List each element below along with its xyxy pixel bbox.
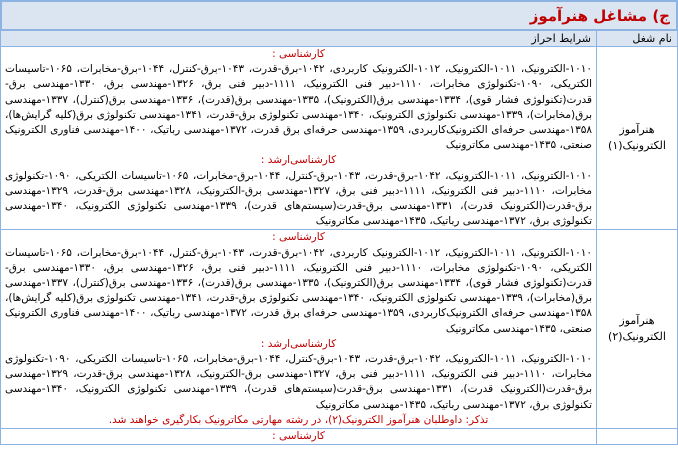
- bachelor-label: کارشناسی :: [272, 231, 325, 244]
- bachelor-majors: ۱۰۱۰-الکترونیک، ۱۰۱۱-الکترونیک، ۱۰۱۲-الکترونیک کاربردی، ۱۰۴۲-برق-قدرت، ۱۰۴۳-برق-کنترل، ۱۰۴۴-برق-مخابرات، ۱۰۶۵-تاسیسات الکتریکی، ۱۰۹۰-تکنولوژی مخابرات، ۱۱۱۰-دبیر فنی الکترونیک، ۱۱۱۱-دبیر فنی برق، ۱۳۲۶-مهندسی برق، ۱۳۳۰-مهندسی برق-قدرت(تکنولوژی فشار قوی)، ۱۳۳۴-مهندسی برق(الکترونیک)، ۱۳۳۵-مهندسی برق(قدرت)، ۱۳۳۶-مهندسی برق(کنترل)، ۱۳۳۷-مهندسی برق(مخابرات)، ۱۳۳۹-مهندسی تکنولوژی الکترونیک، ۱۳۴۰-مهندسی تکنولوژی برق-قدرت، ۱۳۴۱-مهندسی تکنولوژی برق(کلیه گرایش‌ها)، ۱۳۵۸-مهندسی حرفه‌ای الکترونیک‌کاربردی، ۱۳۵۹-مهندسی حرفه‌ای برق قدرت، ۱۳۷۲-مهندسی رباتیک، ۱۴۰۰-مهندسی فناوری الکترونیک صنعتی، ۱۴۳۵-مهندسی مکاترونیک: [5, 63, 593, 152]
- bachelor-label: کارشناسی :: [272, 48, 325, 60]
- table-row: [1, 429, 678, 445]
- requirements-cell: [1, 429, 597, 445]
- table-row: [1, 47, 678, 230]
- header-requirements: شرایط احراز: [1, 31, 597, 47]
- master-label: کارشناسی‌ارشد :: [260, 337, 337, 350]
- section-title: ج) مشاغل هنرآموز: [0, 0, 678, 30]
- note-text: تذکر: داوطلبان هنرآموز الکترونیک(۲)، در رشته مهارتی مکاترونیک بکارگیری خواهند شد.: [108, 413, 489, 426]
- job-name-cell: [597, 429, 678, 445]
- master-majors: ۱۰۱۰-الکترونیک، ۱۰۱۱-الکترونیک، ۱۰۴۲-برق-قدرت، ۱۰۴۳-برق-کنترل، ۱۰۴۴-برق-مخابرات، ۱۰۶۵-تاسیسات الکتریکی، ۱۰۹۰-تکنولوژی مخابرات، ۱۱۱۰-دبیر فنی الکترونیک، ۱۱۱۱-دبیر فنی برق، ۱۳۲۷-مهندسی برق-الکترونیک، ۱۳۲۸-مهندسی برق-قدرت، ۱۳۲۹-مهندسی برق-قدرت(الکترونیک قدرت)، ۱۳۳۱-مهندسی برق-قدرت(سیستم‌های قدرت)، ۱۳۳۹-مهندسی تکنولوژی الکترونیک، ۱۳۴۰-مهندسی تکنولوژی برق، ۱۳۷۲-مهندسی رباتیک، ۱۴۳۵-مهندسی مکاترونیک: [5, 353, 593, 411]
- master-label: کارشناسی‌ارشد :: [260, 154, 337, 167]
- job-name-cell: هنرآموز الکترونیک(۲): [597, 230, 678, 429]
- jobs-table: [0, 30, 678, 445]
- requirements-cell: [1, 47, 597, 230]
- requirements-cell: [1, 230, 597, 429]
- header-job-name: نام شغل: [597, 31, 678, 47]
- bachelor-majors: ۱۰۱۰-الکترونیک، ۱۰۱۱-الکترونیک، ۱۰۱۲-الکترونیک کاربردی، ۱۰۴۲-برق-قدرت، ۱۰۴۳-برق-کنترل، ۱۰۴۴-برق-مخابرات، ۱۰۶۵-تاسیسات الکتریکی، ۱۰۹۰-تکنولوژی مخابرات، ۱۱۱۰-دبیر فنی الکترونیک، ۱۱۱۱-دبیر فنی برق، ۱۳۲۶-مهندسی برق، ۱۳۳۰-مهندسی برق-قدرت(تکنولوژی فشار قوی)، ۱۳۳۴-مهندسی برق(الکترونیک)، ۱۳۳۵-مهندسی برق(قدرت)، ۱۳۳۶-مهندسی برق(کنترل)، ۱۳۳۷-مهندسی برق(مخابرات)، ۱۳۳۹-مهندسی تکنولوژی الکترونیک، ۱۳۴۰-مهندسی تکنولوژی برق-قدرت، ۱۳۴۱-مهندسی تکنولوژی برق(کلیه گرایش‌ها)، ۱۳۵۸-مهندسی حرفه‌ای الکترونیک‌کاربردی، ۱۳۵۹-مهندسی حرفه‌ای برق قدرت، ۱۳۷۲-مهندسی رباتیک، ۱۴۰۰-مهندسی فناوری الکترونیک صنعتی، ۱۴۳۵-مهندسی مکاترونیک: [5, 246, 593, 335]
- table-row: [1, 230, 678, 429]
- table-header-row: [1, 31, 678, 47]
- master-majors: ۱۰۱۰-الکترونیک، ۱۰۱۱-الکترونیک، ۱۰۴۲-برق-قدرت، ۱۰۴۳-برق-کنترل، ۱۰۴۴-برق-مخابرات، ۱۰۶۵-تاسیسات الکتریکی، ۱۰۹۰-تکنولوژی مخابرات، ۱۱۱۰-دبیر فنی الکترونیک، ۱۱۱۱-دبیر فنی برق، ۱۳۲۷-مهندسی برق-الکترونیک، ۱۳۲۸-مهندسی برق-قدرت، ۱۳۲۹-مهندسی برق-قدرت(الکترونیک قدرت)، ۱۳۳۱-مهندسی برق-قدرت(سیستم‌های قدرت)، ۱۳۳۹-مهندسی تکنولوژی الکترونیک، ۱۳۴۰-مهندسی تکنولوژی برق، ۱۳۷۲-مهندسی رباتیک، ۱۴۳۵-مهندسی مکاترونیک: [5, 169, 593, 228]
- job-name-cell: هنرآموز الکترونیک(۱): [597, 47, 678, 230]
- bachelor-label: کارشناسی :: [272, 430, 325, 443]
